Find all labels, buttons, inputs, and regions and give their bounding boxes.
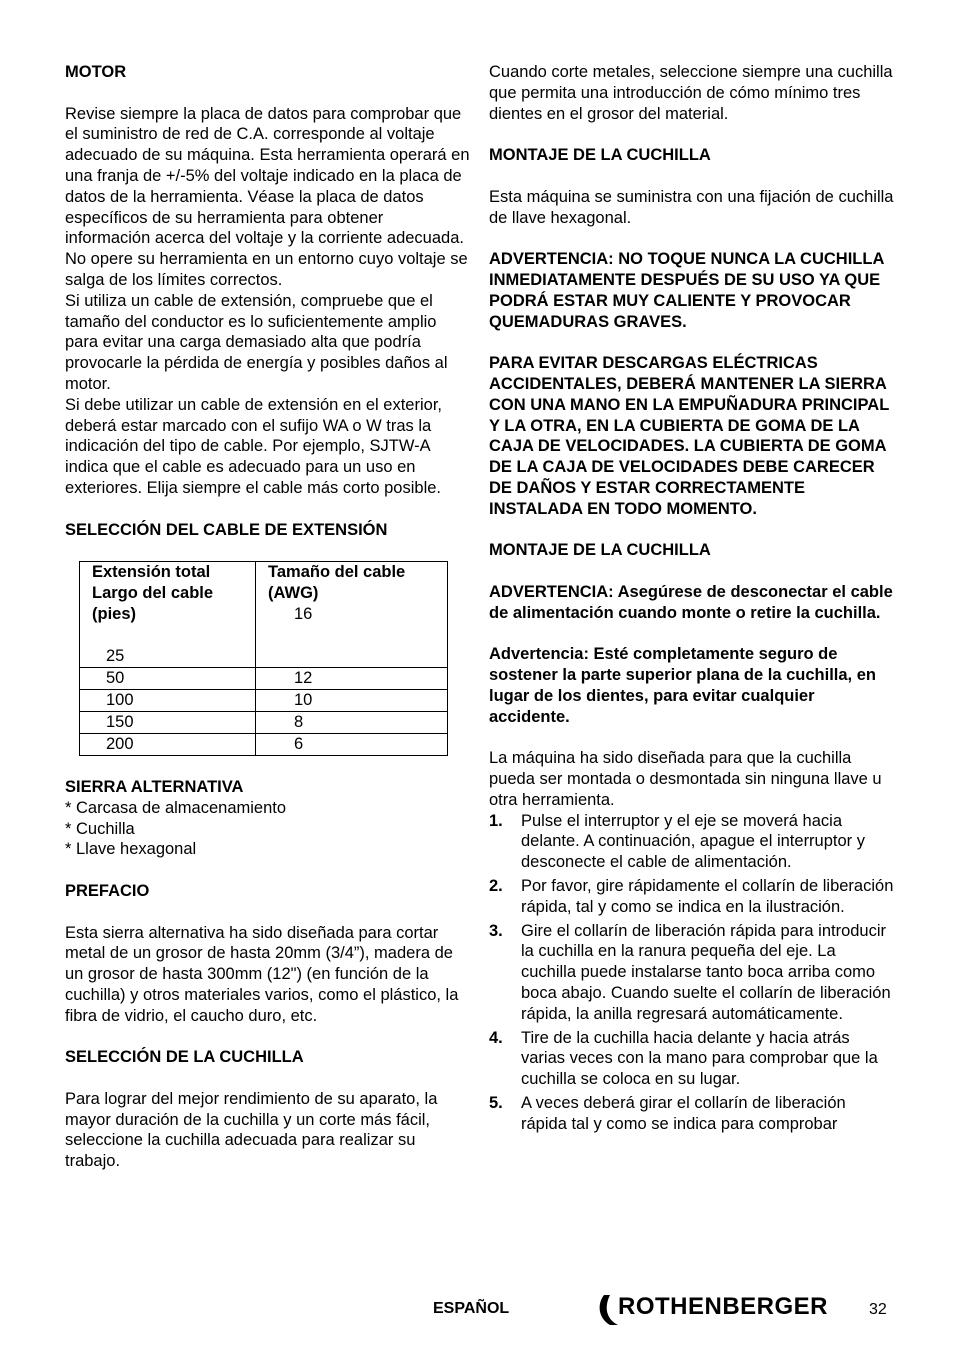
table-cell-length: 50	[106, 669, 125, 688]
electric-shock-warning: PARA EVITAR DESCARGAS ELÉCTRICAS ACCIDENTALES, DEBERÁ MANTENER LA SIERRA CON UNA MANO EN LA EMPUÑADURA PRINCIPAL Y LA OTRA, EN LA CUBIERTA DE GOMA DE LA CAJA DE VELOCIDADES. LA CUBIERTA DE GOMA DE LA CAJA DE VELOCIDADES DEBE CARECER DE DAÑOS Y ESTAR CORRECTAMENTE INSTALADA EN TODO MOMENTO.	[489, 354, 889, 518]
brand-swoosh-icon	[596, 1292, 620, 1328]
step-number: 2.	[489, 877, 503, 896]
table-header-awg: Tamaño del cable (AWG) 16	[256, 562, 448, 668]
table-cell-length: 150	[106, 713, 134, 732]
step-number: 3.	[489, 921, 503, 940]
step-number: 4.	[489, 1028, 503, 1047]
blade-selection-paragraph: Para lograr del mejor rendimiento de su aparato, la mayor duración de la cuchilla y un corte más fácil, seleccione la cuchilla adecuada para realizar su trabajo.	[65, 1089, 438, 1171]
list-item	[489, 876, 894, 918]
tool-free-paragraph: La máquina ha sido diseñada para que la cuchilla pueda ser montada o desmontada sin ninguna llave u otra herramienta.	[489, 749, 882, 809]
table-cell-awg: 10	[294, 691, 313, 710]
hot-blade-warning: ADVERTENCIA: NO TOQUE NUNCA LA CUCHILLA INMEDIATAMENTE DESPUÉS DE SU USO YA QUE PODRÁ ESTAR MUY CALIENTE Y PROVOCAR QUEMADURAS GRAVES.	[489, 250, 884, 331]
step-number: 1.	[489, 811, 503, 830]
right-column	[489, 62, 894, 1138]
motor-paragraph-1: Revise siempre la placa de datos para comprobar que el suministro de red de C.A. corresponde al voltaje adecuado de su máquina. Esta herramienta operará en una franja de +/-5% del voltaje indicado en la placa de datos de la herramienta. Véase la placa de datos específicos de su herramienta para obtener información acerca del voltaje y la corriente adecuada.	[65, 104, 470, 248]
extension-cable-table	[79, 561, 448, 756]
table-header-length: Extensión total Largo del cable (pies) 25	[80, 562, 256, 668]
preface-paragraph: Esta sierra alternativa ha sido diseñada para cortar metal de un grosor de hasta 20mm (3/4”), madera de un grosor de hasta 300mm (12") (en función de la cuchilla) y otros materiales varios, como el plástico, la fibra de vidrio, el caucho duro, etc.	[65, 923, 459, 1025]
table-cell-awg: 6	[294, 735, 304, 754]
extension-cable-heading: SELECCIÓN DEL CABLE DE EXTENSIÓN	[65, 520, 388, 539]
disconnect-warning: ADVERTENCIA: Asegúrese de desconectar el cable de alimentación cuando monte o retire la cuchilla.	[489, 582, 893, 622]
list-item: * Llave hexagonal	[65, 840, 197, 859]
list-item	[489, 1093, 894, 1135]
table-cell-awg: 12	[294, 669, 313, 688]
step-text: Gire el collarín de liberación rápida para introducir la cuchilla en la ranura pequeña del eje. La cuchilla puede instalarse tanto boca arriba como boca abajo. Cuando suelte el collarín de liberación rápida, la anilla regresará automáticamente.	[521, 921, 891, 1023]
table-cell-awg: 8	[294, 713, 304, 732]
blade-mount-heading: MONTAJE DE LA CUCHILLA	[489, 146, 711, 165]
step-text: A veces deberá girar el collarín de liberación rápida tal y como se indica para comprobar	[521, 1094, 846, 1133]
list-item: * Carcasa de almacenamiento	[65, 798, 287, 817]
motor-heading: MOTOR	[65, 63, 127, 81]
motor-paragraph-3: Si utiliza un cable de extensión, compruebe que el tamaño del conductor es lo suficientemente amplio para evitar una carga demasiado alta que podría provocarle la pérdida de energía y posibles daños al motor.	[65, 291, 448, 393]
list-item	[489, 921, 894, 1025]
table-cell-length: 200	[106, 735, 134, 754]
table-row	[80, 734, 448, 756]
step-text: Pulse el interruptor y el eje se moverá hacia delante. A continuación, apague el interruptor y desconecte el cable de alimentación.	[521, 811, 865, 872]
table-cell-awg: 16	[294, 605, 313, 624]
motor-paragraph-2: No opere su herramienta en un entorno cuyo voltaje se salga de los límites correctos.	[65, 250, 468, 289]
table-cell-length: 100	[106, 691, 134, 710]
blade-mount-heading-2: MONTAJE DE LA CUCHILLA	[489, 541, 711, 560]
brand-name: ROTHENBERGER	[618, 1293, 829, 1320]
table-row	[80, 668, 448, 690]
list-item	[489, 811, 894, 873]
preface-heading: PREFACIO	[65, 881, 150, 900]
step-text: Por favor, gire rápidamente el collarín de liberación rápida, tal y como se indica en la ilustración.	[521, 877, 894, 916]
blade-selection-heading: SELECCIÓN DE LA CUCHILLA	[65, 1048, 304, 1067]
saw-contents-list	[65, 798, 470, 860]
step-text: Tire de la cuchilla hacia delante y hacia atrás varias veces con la mano para comprobar que la cuchilla se coloca en su lugar.	[521, 1028, 878, 1089]
table-cell-length: 25	[106, 647, 125, 666]
table-row	[80, 690, 448, 712]
table-header-row	[80, 562, 448, 668]
left-column	[65, 62, 470, 1172]
page-number: 32	[869, 1301, 887, 1318]
metal-cutting-paragraph: Cuando corte metales, seleccione siempre una cuchilla que permita una introducción de cómo mínimo tres dientes en el grosor del material.	[489, 63, 893, 123]
saw-heading: SIERRA ALTERNATIVA	[65, 777, 244, 796]
blade-mount-paragraph: Esta máquina se suministra con una fijación de cuchilla de llave hexagonal.	[489, 187, 894, 227]
footer-language: ESPAÑOL	[433, 1300, 510, 1317]
list-item	[489, 1028, 894, 1090]
table-row	[80, 712, 448, 734]
list-item: * Cuchilla	[65, 819, 135, 838]
hold-blade-warning: Advertencia: Esté completamente seguro de sostener la parte superior plana de la cuchilla, en lugar de los dientes, para evitar cualquier accidente.	[489, 645, 876, 726]
rothenberger-logo	[596, 1292, 828, 1332]
motor-paragraph-4: Si debe utilizar un cable de extensión en el exterior, deberá estar marcado con el sufijo WA o W tras la indicación del tipo de cable. Por ejemplo, SJTW-A indica que el cable es adecuado para un uso en exteriores. Elija siempre el cable más corto posible.	[65, 395, 442, 497]
step-number: 5.	[489, 1094, 503, 1113]
blade-mount-steps	[489, 811, 894, 1135]
